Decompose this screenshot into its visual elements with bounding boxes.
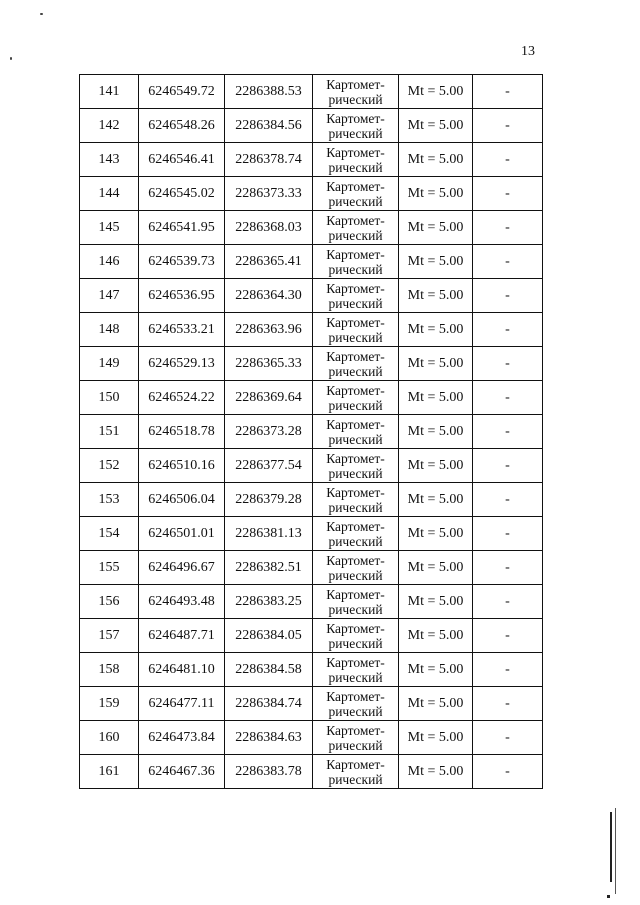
table-row [80,483,543,517]
coordinates-table [79,74,543,789]
method-line-1: Картомет- [326,280,385,296]
note-cell: - [473,347,543,381]
note-cell: - [473,245,543,279]
method-line-2: рический [328,91,383,107]
table-row [80,449,543,483]
y-coordinate-cell: 2286373.33 [225,177,313,211]
precision-cell: Mt = 5.00 [399,551,473,585]
point-number-cell: 157 [80,619,139,653]
x-coordinate-cell: 6246510.16 [139,449,225,483]
method-cell [313,517,399,551]
table-row [80,755,543,789]
scan-mark [615,808,616,894]
precision-cell: Mt = 5.00 [399,449,473,483]
note-cell: - [473,279,543,313]
y-coordinate-cell: 2286373.28 [225,415,313,449]
precision-cell: Mt = 5.00 [399,755,473,789]
note-cell: - [473,483,543,517]
method-cell [313,687,399,721]
method-line-1: Картомет- [326,620,385,636]
method-line-2: рический [328,125,383,141]
method-line-2: рический [328,363,383,379]
method-cell [313,347,399,381]
y-coordinate-cell: 2286384.63 [225,721,313,755]
x-coordinate-cell: 6246529.13 [139,347,225,381]
x-coordinate-cell: 6246548.26 [139,109,225,143]
method-cell [313,551,399,585]
scan-speck [10,57,12,60]
x-coordinate-cell: 6246541.95 [139,211,225,245]
precision-cell: Mt = 5.00 [399,143,473,177]
method-cell [313,585,399,619]
method-line-1: Картомет- [326,586,385,602]
x-coordinate-cell: 6246506.04 [139,483,225,517]
y-coordinate-cell: 2286384.56 [225,109,313,143]
precision-cell: Mt = 5.00 [399,211,473,245]
note-cell: - [473,517,543,551]
method-line-2: рический [328,669,383,685]
method-line-1: Картомет- [326,348,385,364]
point-number-cell: 150 [80,381,139,415]
y-coordinate-cell: 2286384.58 [225,653,313,687]
method-cell [313,211,399,245]
x-coordinate-cell: 6246487.71 [139,619,225,653]
method-line-2: рический [328,227,383,243]
table-row [80,279,543,313]
x-coordinate-cell: 6246539.73 [139,245,225,279]
y-coordinate-cell: 2286379.28 [225,483,313,517]
point-number-cell: 149 [80,347,139,381]
note-cell: - [473,585,543,619]
method-cell [313,245,399,279]
method-cell [313,313,399,347]
precision-cell: Mt = 5.00 [399,585,473,619]
table-row [80,75,543,109]
point-number-cell: 147 [80,279,139,313]
table-row [80,381,543,415]
precision-cell: Mt = 5.00 [399,279,473,313]
y-coordinate-cell: 2286383.25 [225,585,313,619]
note-cell: - [473,143,543,177]
method-line-2: рический [328,329,383,345]
point-number-cell: 142 [80,109,139,143]
point-number-cell: 146 [80,245,139,279]
x-coordinate-cell: 6246533.21 [139,313,225,347]
table-row [80,313,543,347]
method-cell [313,619,399,653]
method-cell [313,449,399,483]
point-number-cell: 158 [80,653,139,687]
point-number-cell: 154 [80,517,139,551]
method-line-1: Картомет- [326,484,385,500]
method-line-1: Картомет- [326,178,385,194]
point-number-cell: 144 [80,177,139,211]
x-coordinate-cell: 6246481.10 [139,653,225,687]
method-line-1: Картомет- [326,144,385,160]
note-cell: - [473,755,543,789]
precision-cell: Mt = 5.00 [399,415,473,449]
method-line-1: Картомет- [326,416,385,432]
table-row [80,211,543,245]
precision-cell: Mt = 5.00 [399,619,473,653]
point-number-cell: 160 [80,721,139,755]
note-cell: - [473,415,543,449]
point-number-cell: 161 [80,755,139,789]
method-cell [313,653,399,687]
precision-cell: Mt = 5.00 [399,653,473,687]
method-cell [313,415,399,449]
y-coordinate-cell: 2286388.53 [225,75,313,109]
method-line-1: Картомет- [326,654,385,670]
y-coordinate-cell: 2286368.03 [225,211,313,245]
table-row [80,245,543,279]
table-row [80,347,543,381]
method-line-2: рический [328,465,383,481]
note-cell: - [473,551,543,585]
note-cell: - [473,687,543,721]
point-number-cell: 141 [80,75,139,109]
x-coordinate-cell: 6246545.02 [139,177,225,211]
method-line-1: Картомет- [326,756,385,772]
method-line-2: рический [328,397,383,413]
method-line-1: Картомет- [326,450,385,466]
point-number-cell: 155 [80,551,139,585]
point-number-cell: 156 [80,585,139,619]
scan-mark [610,812,612,882]
method-line-2: рический [328,737,383,753]
note-cell: - [473,211,543,245]
x-coordinate-cell: 6246518.78 [139,415,225,449]
method-line-1: Картомет- [326,382,385,398]
method-line-2: рический [328,533,383,549]
point-number-cell: 151 [80,415,139,449]
page-number: 13 [521,44,535,59]
y-coordinate-cell: 2286383.78 [225,755,313,789]
note-cell: - [473,721,543,755]
method-line-1: Картомет- [326,722,385,738]
x-coordinate-cell: 6246501.01 [139,517,225,551]
method-line-2: рический [328,635,383,651]
point-number-cell: 143 [80,143,139,177]
method-line-2: рический [328,159,383,175]
method-line-2: рический [328,431,383,447]
y-coordinate-cell: 2286377.54 [225,449,313,483]
precision-cell: Mt = 5.00 [399,721,473,755]
method-line-1: Картомет- [326,688,385,704]
method-line-1: Картомет- [326,314,385,330]
point-number-cell: 152 [80,449,139,483]
note-cell: - [473,653,543,687]
method-cell [313,483,399,517]
scan-mark [607,895,610,898]
method-line-2: рический [328,261,383,277]
table-row [80,619,543,653]
y-coordinate-cell: 2286369.64 [225,381,313,415]
table-row [80,585,543,619]
x-coordinate-cell: 6246467.36 [139,755,225,789]
y-coordinate-cell: 2286365.33 [225,347,313,381]
x-coordinate-cell: 6246549.72 [139,75,225,109]
point-number-cell: 148 [80,313,139,347]
method-line-2: рический [328,703,383,719]
method-cell [313,381,399,415]
method-line-2: рический [328,567,383,583]
note-cell: - [473,313,543,347]
x-coordinate-cell: 6246524.22 [139,381,225,415]
method-line-1: Картомет- [326,212,385,228]
method-cell [313,143,399,177]
table-row [80,551,543,585]
table-row [80,653,543,687]
method-line-2: рический [328,193,383,209]
y-coordinate-cell: 2286384.05 [225,619,313,653]
table-row [80,415,543,449]
y-coordinate-cell: 2286364.30 [225,279,313,313]
method-line-2: рический [328,601,383,617]
note-cell: - [473,449,543,483]
x-coordinate-cell: 6246546.41 [139,143,225,177]
point-number-cell: 153 [80,483,139,517]
method-line-1: Картомет- [326,76,385,92]
method-cell [313,177,399,211]
method-line-2: рический [328,771,383,787]
point-number-cell: 145 [80,211,139,245]
note-cell: - [473,381,543,415]
x-coordinate-cell: 6246536.95 [139,279,225,313]
method-line-1: Картомет- [326,246,385,262]
x-coordinate-cell: 6246477.11 [139,687,225,721]
y-coordinate-cell: 2286365.41 [225,245,313,279]
method-cell [313,755,399,789]
precision-cell: Mt = 5.00 [399,313,473,347]
note-cell: - [473,109,543,143]
y-coordinate-cell: 2286381.13 [225,517,313,551]
method-line-2: рический [328,295,383,311]
x-coordinate-cell: 6246493.48 [139,585,225,619]
y-coordinate-cell: 2286384.74 [225,687,313,721]
table-row [80,687,543,721]
x-coordinate-cell: 6246473.84 [139,721,225,755]
method-line-1: Картомет- [326,552,385,568]
precision-cell: Mt = 5.00 [399,517,473,551]
point-number-cell: 159 [80,687,139,721]
y-coordinate-cell: 2286382.51 [225,551,313,585]
note-cell: - [473,619,543,653]
scan-speck [40,13,43,15]
note-cell: - [473,177,543,211]
precision-cell: Mt = 5.00 [399,381,473,415]
precision-cell: Mt = 5.00 [399,75,473,109]
table-row [80,177,543,211]
method-cell [313,279,399,313]
y-coordinate-cell: 2286378.74 [225,143,313,177]
precision-cell: Mt = 5.00 [399,177,473,211]
method-line-2: рический [328,499,383,515]
precision-cell: Mt = 5.00 [399,687,473,721]
precision-cell: Mt = 5.00 [399,483,473,517]
method-cell [313,109,399,143]
table-row [80,143,543,177]
table-row [80,109,543,143]
y-coordinate-cell: 2286363.96 [225,313,313,347]
method-cell [313,721,399,755]
x-coordinate-cell: 6246496.67 [139,551,225,585]
precision-cell: Mt = 5.00 [399,109,473,143]
method-line-1: Картомет- [326,518,385,534]
method-cell [313,75,399,109]
table-row [80,721,543,755]
precision-cell: Mt = 5.00 [399,245,473,279]
method-line-1: Картомет- [326,110,385,126]
note-cell: - [473,75,543,109]
precision-cell: Mt = 5.00 [399,347,473,381]
coordinates-table-body [80,75,543,789]
table-row [80,517,543,551]
